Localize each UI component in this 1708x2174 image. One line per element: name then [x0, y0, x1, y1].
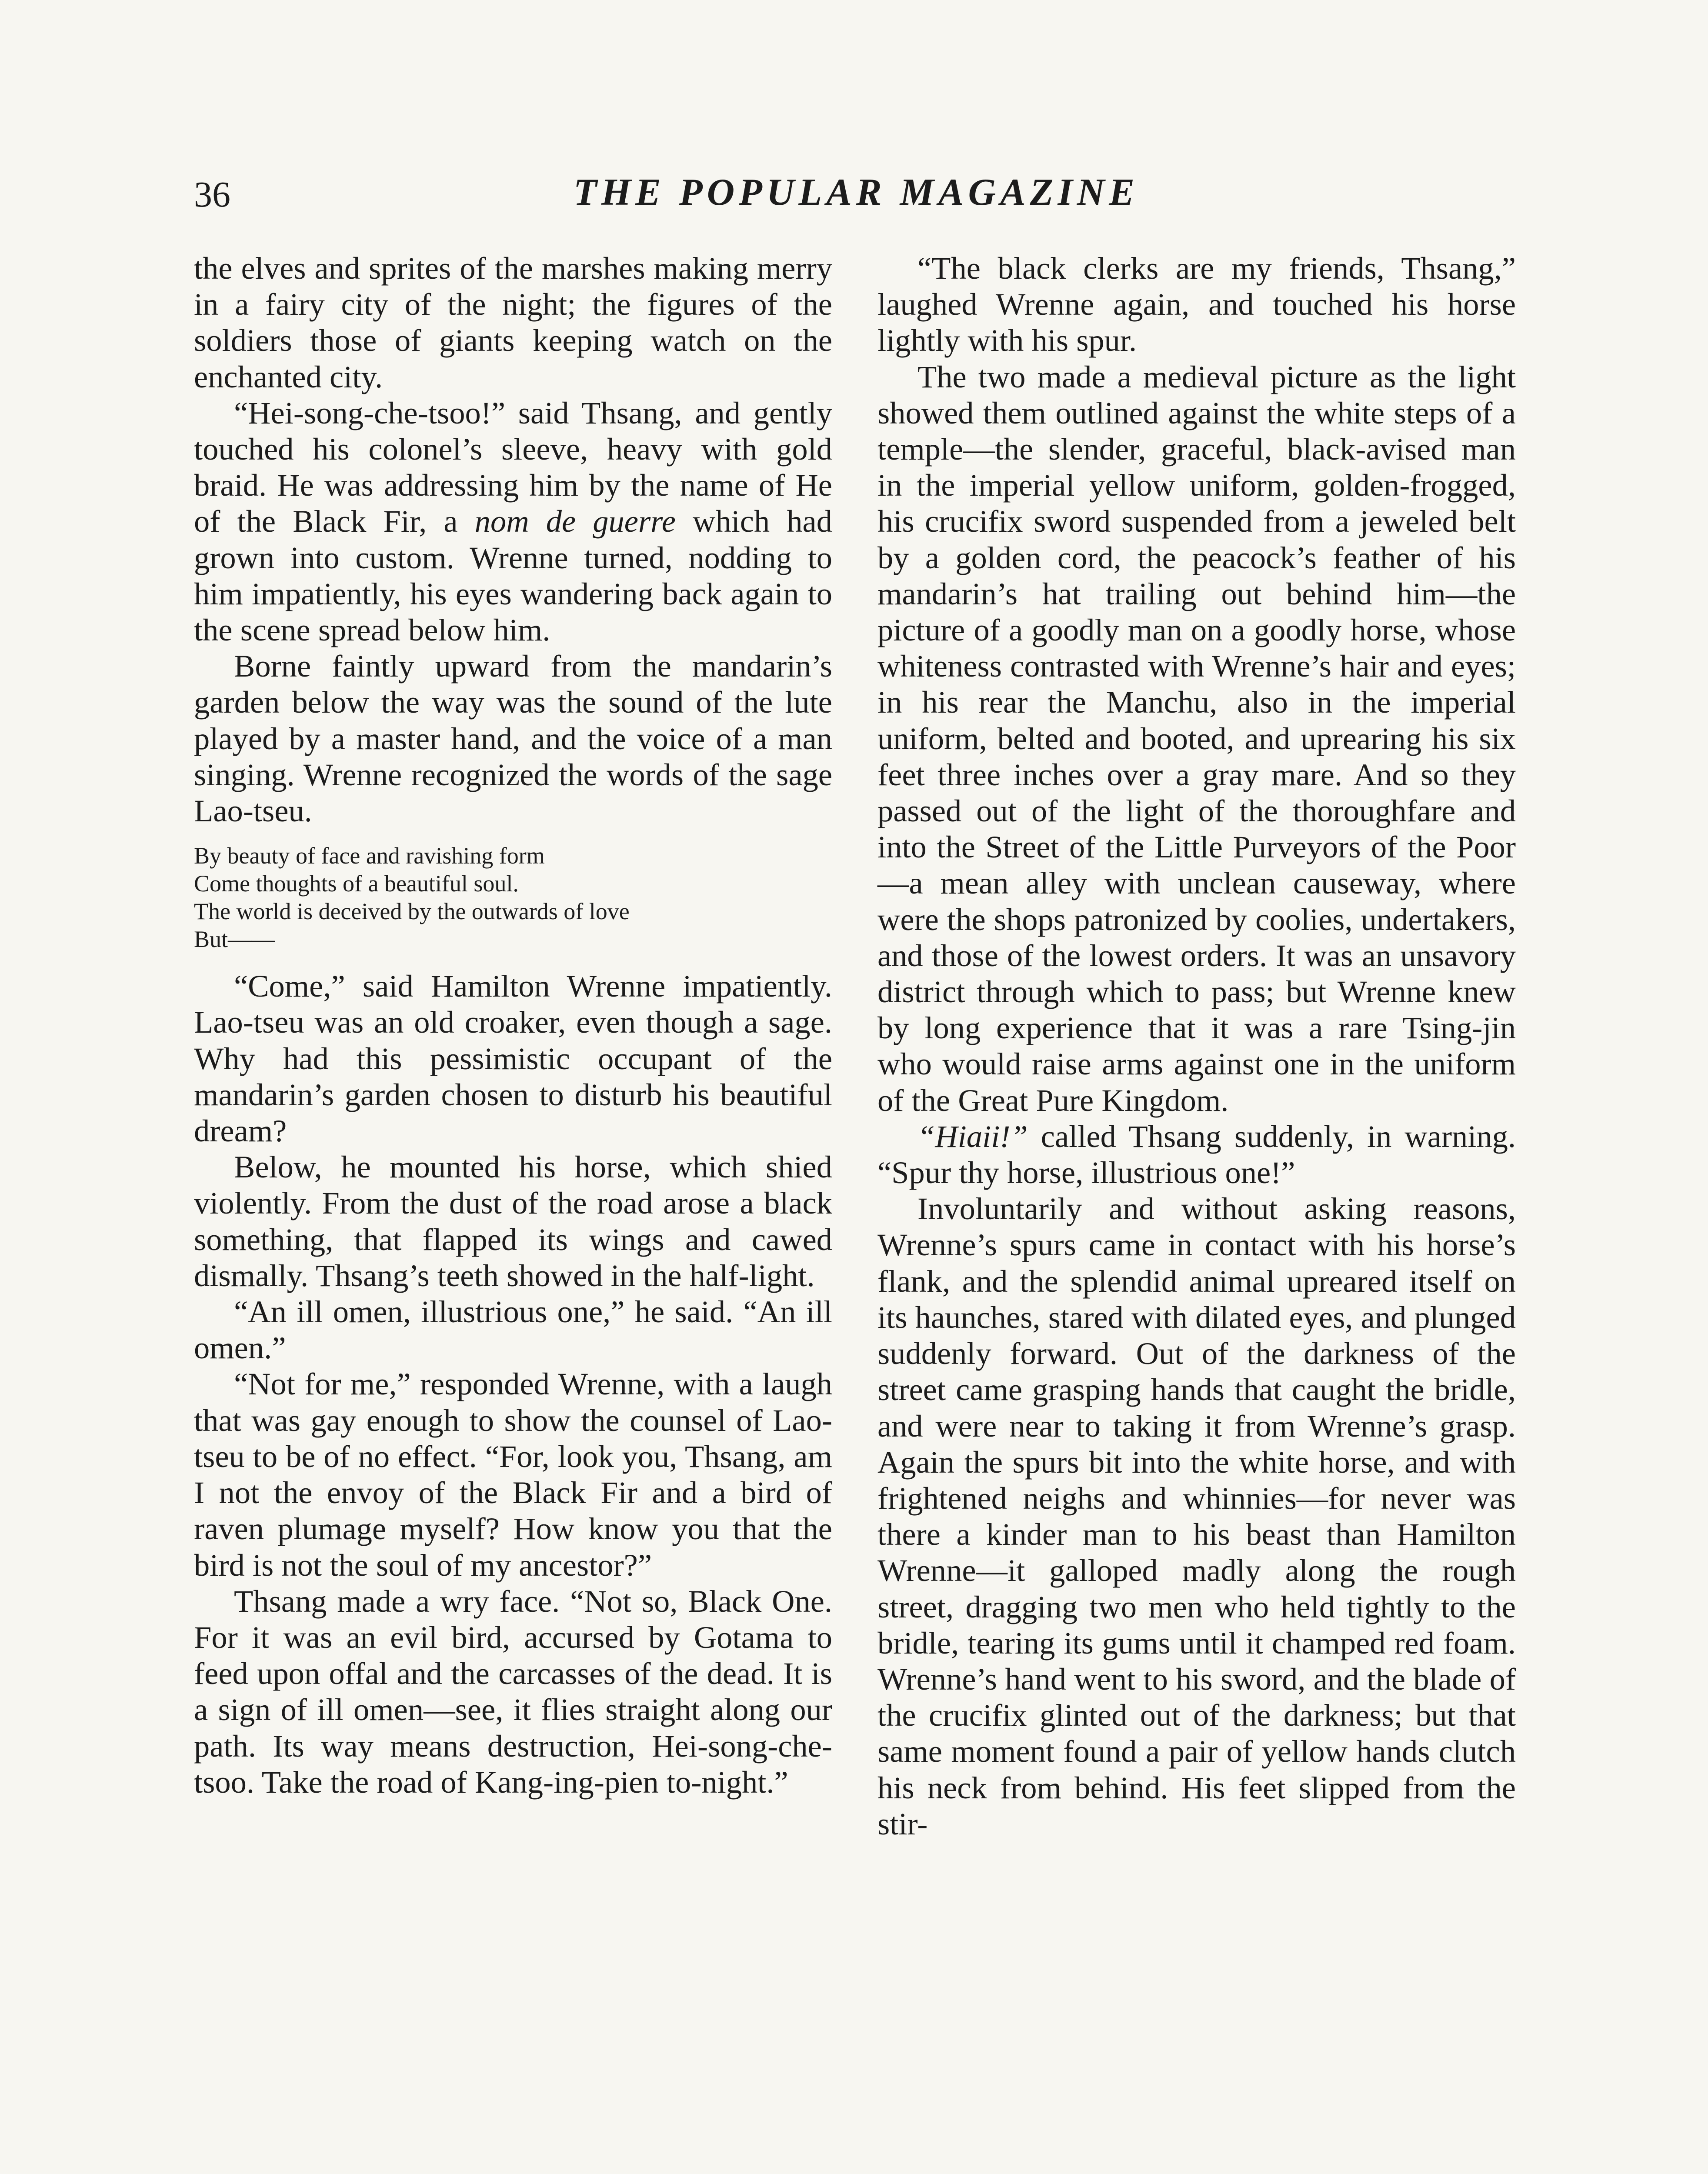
paragraph: “Not for me,” responded Wrenne, with a laugh that was gay enough to show the counsel of Lao-tseu to be of no effect. “For, look you, Thsang, am I not the envoy of the Black Fir and a bird of raven plumage myself? How know you that the bird is not the soul of my ancestor?”	[194, 1366, 832, 1583]
verse-line: By beauty of face and ravishing form	[194, 843, 545, 869]
italic-phrase: nom de guerre	[474, 503, 676, 539]
paragraph: “Come,” said Hamilton Wrenne impatiently. Lao-tseu was an old croaker, even though a sage. Why had this pessimistic occupant of the mandarin’s garden chosen to disturb his beautiful dream?	[194, 968, 832, 1149]
text-run: which had grown into custom. Wrenne turned, nodding to him impatiently, his eyes wandering back again to the scene spread below him.	[194, 503, 832, 648]
verse-line: The world is deceived by the outwards of love	[194, 898, 630, 925]
verse-line: Come thoughts of a beautiful soul.	[194, 870, 519, 897]
paragraph: Borne faintly upward from the mandarin’s garden below the way was the sound of the lute played by a master hand, and the voice of a man singing. Wrenne recognized the words of the sage Lao-tseu.	[194, 648, 832, 829]
right-column	[877, 250, 1516, 1842]
paragraph: Involuntarily and without asking reasons, Wrenne’s spurs came in contact with his horse’s flank, and the splendid animal upreared itself on its haunches, stared with dilated eyes, and plunged suddenly forward. Out of the darkness of the street came grasping hands that caught the bridle, and were near to taking it from Wrenne’s grasp. Again the spurs bit into the white horse, and with frightened neighs and whinnies—for never was there a kinder man to his beast than Hamilton Wrenne—it galloped madly along the rough street, dragging two men who held tightly to the bridle, tearing its gums until it champed red foam. Wrenne’s hand went to his sword, and the blade of the crucifix glinted out of the darkness; but that same moment found a pair of yellow hands clutch his neck from behind. His feet slipped from the stir-	[877, 1191, 1516, 1841]
page-header	[194, 169, 1518, 225]
text-run: “Hei-song-che-tsoo!” said Thsang, and gently touched his colonel’s sleeve, heavy with gold braid. He was addressing him by the name of He of the Black Fir, a	[194, 395, 832, 539]
magazine-title: THE POPULAR MAGAZINE	[573, 171, 1139, 213]
paragraph: “An ill omen, illustrious one,” he said. “An ill omen.”	[194, 1294, 832, 1366]
paragraph	[194, 395, 832, 648]
paragraph: Below, he mounted his horse, which shied violently. From the dust of the road arose a black something, that flapped its wings and cawed dismally. Thsang’s teeth showed in the half-light.	[194, 1149, 832, 1293]
verse-line: But——	[194, 926, 275, 953]
italic-phrase: “Hiaii!”	[917, 1118, 1028, 1154]
text-run: called Thsang suddenly, in warning. “Spur thy horse, illustrious one!”	[877, 1118, 1516, 1190]
left-column	[194, 250, 832, 1800]
paragraph: “The black clerks are my friends, Thsang,” laughed Wrenne again, and touched his horse lightly with his spur.	[877, 250, 1516, 358]
paragraph: Thsang made a wry face. “Not so, Black One. For it was an evil bird, accursed by Gotama to feed upon offal and the carcasses of the dead. It is a sign of ill omen—see, it flies straight along our path. Its way means destruction, Hei-song-che-tsoo. Take the road of Kang-ing-pien to-night.”	[194, 1583, 832, 1800]
paragraph	[877, 1118, 1516, 1190]
paragraph: the elves and sprites of the marshes making merry in a fairy city of the night; the figures of the soldiers those of giants keeping watch on the enchanted city.	[194, 250, 832, 394]
page-number: 36	[194, 174, 230, 215]
paragraph: The two made a medieval picture as the light showed them outlined against the white steps of a temple—the slender, graceful, black-avised man in the imperial yellow uniform, golden-frogged, his crucifix sword suspended from a jeweled belt by a golden cord, the peacock’s feather of his mandarin’s hat trailing out behind him—the picture of a goodly man on a goodly horse, whose whiteness contrasted with Wrenne’s hair and eyes; in his rear the Manchu, also in the imperial uniform, belted and booted, and uprearing his six feet three inches over a gray mare. And so they passed out of the light of the thoroughfare and into the Street of the Little Purveyors of the Poor—a mean alley with unclean causeway, where were the shops patronized by coolies, undertakers, and those of the lowest orders. It was an unsavory district through which to pass; but Wrenne knew by long experience that it was a rare Tsing-jin who would raise arms against one in the uniform of the Great Pure Kingdom.	[877, 359, 1516, 1118]
verse-quote	[194, 842, 832, 953]
